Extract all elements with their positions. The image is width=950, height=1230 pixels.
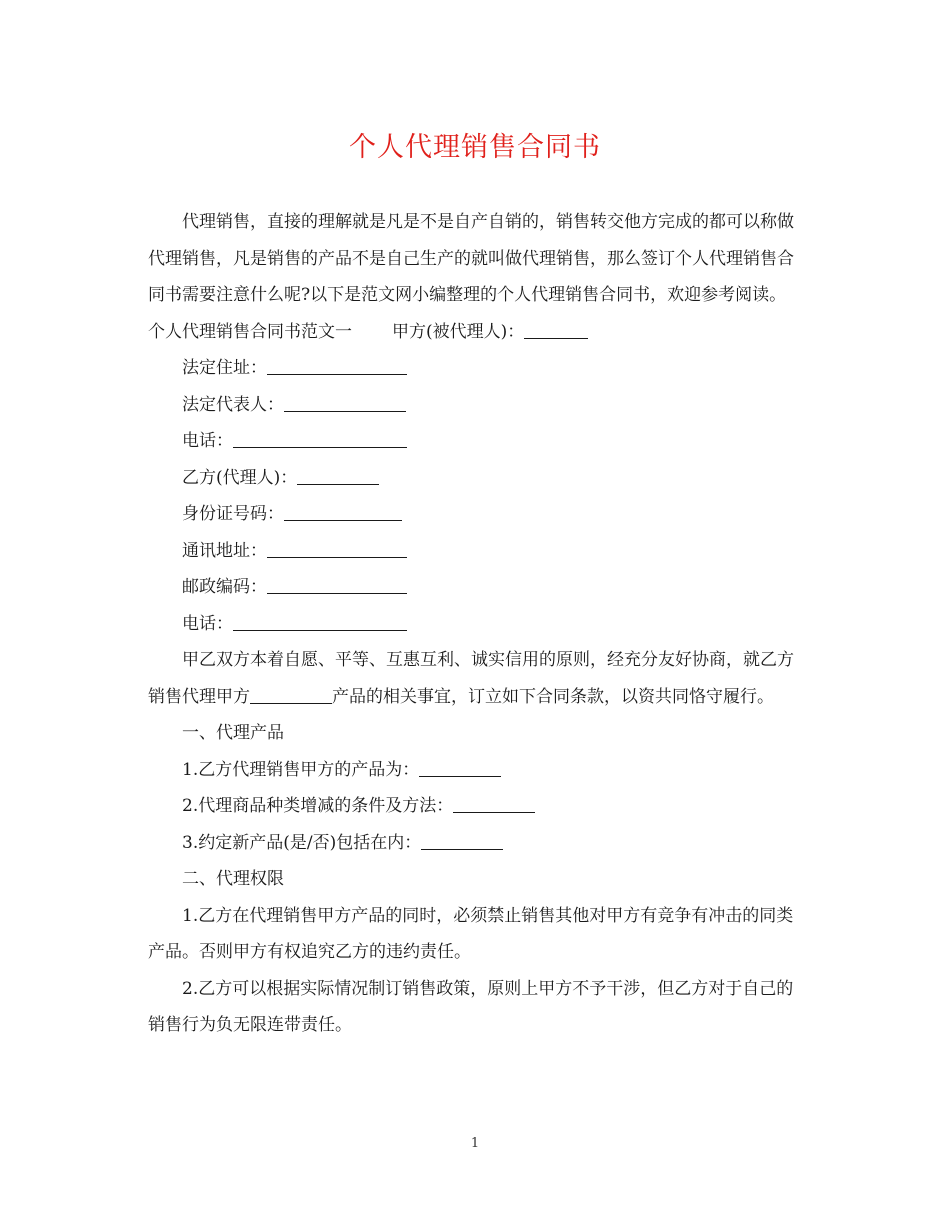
phone-b-blank[interactable]: [233, 610, 407, 631]
section1-heading: 一、代理产品: [182, 723, 284, 743]
field-label: 电话：: [182, 431, 233, 451]
field-label: 电话：: [182, 613, 233, 634]
party-b-label: 乙方(代理人)：: [182, 467, 298, 488]
field-label: 法定代表人：: [182, 394, 284, 415]
legal-address-blank[interactable]: [267, 354, 407, 375]
field-label: 身份证号码：: [182, 504, 284, 524]
section1-item-3: [148, 825, 803, 862]
field-legal-address: [148, 350, 803, 387]
item-2-blank[interactable]: [453, 792, 535, 813]
item-text: 2.代理商品种类增减的条件及方法：: [182, 796, 454, 816]
phone-a-blank[interactable]: [233, 427, 407, 448]
field-legal-representative: [148, 387, 803, 424]
party-a-blank[interactable]: [524, 318, 588, 339]
agreement-paragraph: [148, 642, 803, 715]
section2-item-2: 2.乙方可以根据实际情况制订销售政策，原则上甲方不予干涉，但乙方对于自己的销售行为负无限连带责任。: [148, 978, 794, 1035]
field-phone-b: [148, 606, 803, 643]
item-3-blank[interactable]: [421, 829, 503, 850]
field-id-number: [148, 496, 803, 533]
section1-item-1: [148, 752, 803, 789]
field-phone-a: [148, 423, 803, 460]
item-1-blank[interactable]: [419, 756, 501, 777]
party-a-label: 甲方(被代理人)：: [392, 321, 525, 342]
field-label: 通讯地址：: [182, 540, 267, 561]
product-blank[interactable]: [250, 683, 332, 704]
mailing-address-blank[interactable]: [267, 537, 407, 558]
page-number: 1: [470, 1136, 480, 1151]
item-text: 3.约定新产品(是/否)包括在内：: [182, 832, 422, 853]
field-mailing-address: [148, 533, 803, 570]
intro-paragraph: 代理销售，直接的理解就是凡是不是自产自销的，销售转交他方完成的都可以称做代理销售，凡是销售的产品不是自己生产的就叫做代理销售，那么签订个人代理销售合同书需要注意什么呢?以下是范文网小编整理的个人代理销售合同书，欢迎参考阅读。: [148, 212, 794, 305]
document-body: [148, 204, 803, 1044]
section1-item-2: [148, 788, 803, 825]
party-b-blank[interactable]: [297, 464, 379, 485]
postal-code-blank[interactable]: [267, 573, 407, 594]
agreement-text-1: 甲乙双方本着自愿、平等、互惠互利、诚实信用的原则，经充分友好协商，就乙方销售代理甲方: [148, 650, 794, 707]
field-label: 法定住址：: [182, 358, 267, 378]
id-number-blank[interactable]: [284, 500, 402, 521]
section2-item-1: 1.乙方在代理销售甲方产品的同时，必须禁止销售其他对甲方有竞争有冲击的同类产品。否则甲方有权追究乙方的违约责任。: [148, 905, 794, 962]
field-postal-code: [148, 569, 803, 606]
party-a-line: [148, 314, 803, 351]
field-label: 邮政编码：: [182, 577, 267, 597]
legal-representative-blank[interactable]: [284, 391, 406, 412]
document-title: 个人代理销售合同书: [349, 132, 601, 163]
party-b-line: [148, 460, 803, 497]
item-text: 1.乙方代理销售甲方的产品为：: [182, 759, 420, 780]
agreement-text-2: 产品的相关事宜，订立如下合同条款，以资共同恪守履行。: [332, 686, 774, 707]
sample-label: 个人代理销售合同书范文一: [148, 321, 352, 342]
section2-heading: 二、代理权限: [182, 869, 284, 889]
